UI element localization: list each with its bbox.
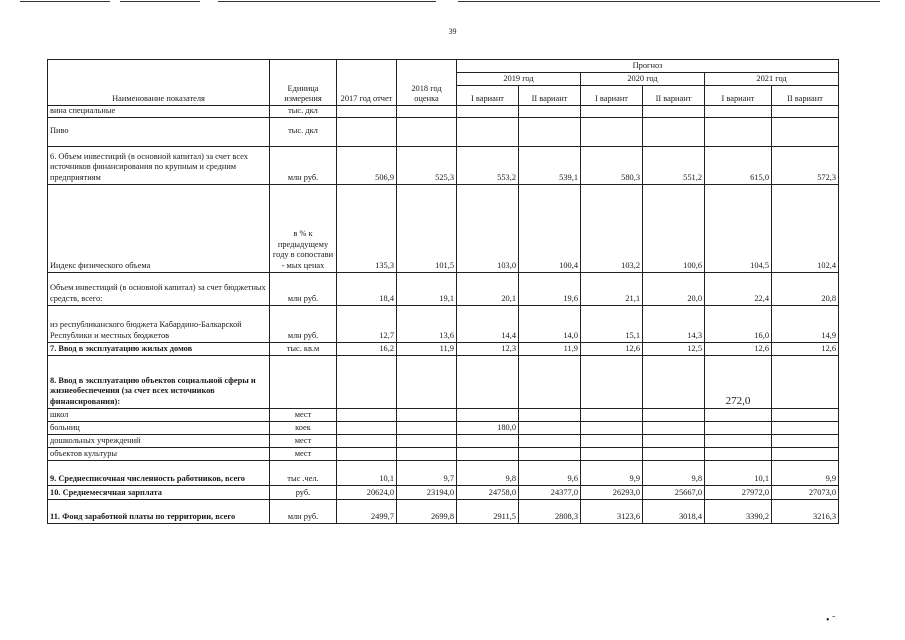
value-cell xyxy=(457,434,519,447)
value-cell: 180,0 xyxy=(457,421,519,434)
table-row xyxy=(48,146,839,184)
row-name: из республиканского бюджета Кабардино-Балкарской Республики и местных бюджетов xyxy=(48,305,270,342)
value-cell: 9,8 xyxy=(457,460,519,485)
value-cell: 12,5 xyxy=(643,342,705,355)
value-cell: 20,8 xyxy=(772,272,839,305)
value-cell: 3390,2 xyxy=(705,499,772,523)
value-cell xyxy=(581,408,643,421)
value-cell xyxy=(337,434,397,447)
row-name: 7. Ввод в эксплуатацию жилых домов xyxy=(48,342,270,355)
header-variant-2: II вариант xyxy=(772,86,839,106)
value-cell: 21,1 xyxy=(581,272,643,305)
value-cell xyxy=(705,434,772,447)
value-cell: 9,9 xyxy=(581,460,643,485)
value-cell xyxy=(772,117,839,146)
value-cell: 580,3 xyxy=(581,146,643,184)
corner-marks: • ˜ xyxy=(826,615,836,626)
value-cell xyxy=(457,355,519,408)
row-unit: тыс. дкл xyxy=(270,106,337,118)
value-cell: 103,2 xyxy=(581,184,643,272)
table-row xyxy=(48,272,839,305)
value-cell: 14,4 xyxy=(457,305,519,342)
value-cell xyxy=(519,408,581,421)
page-number: 39 xyxy=(448,27,457,36)
value-cell xyxy=(457,117,519,146)
row-name: 8. Ввод в эксплуатацию объектов социальной сферы и жизнеобеспечения (за счет всех источников финансирования): xyxy=(48,355,270,408)
row-name: объектов культуры xyxy=(48,447,270,460)
value-cell: 102,4 xyxy=(772,184,839,272)
row-unit: мест xyxy=(270,434,337,447)
row-name: Индекс физического объема xyxy=(48,184,270,272)
value-cell xyxy=(581,106,643,118)
value-cell: 12,7 xyxy=(337,305,397,342)
value-cell xyxy=(705,447,772,460)
value-cell: 10,1 xyxy=(705,460,772,485)
value-cell: 572,3 xyxy=(772,146,839,184)
row-unit: млн руб. xyxy=(270,146,337,184)
row-name: 6. Объем инвестиций (в основной капитал) за счет всех источников финансирования по крупным и средним предприятиям xyxy=(48,146,270,184)
row-unit: тыс .чел. xyxy=(270,460,337,485)
value-cell xyxy=(643,106,705,118)
value-cell xyxy=(581,447,643,460)
value-cell: 23194,0 xyxy=(397,485,457,499)
value-cell xyxy=(772,434,839,447)
value-cell: 272,0 xyxy=(705,355,772,408)
value-cell xyxy=(705,421,772,434)
row-name: 9. Среднесписочная численность работников, всего xyxy=(48,460,270,485)
value-cell xyxy=(581,117,643,146)
value-cell xyxy=(772,106,839,118)
value-cell: 9,9 xyxy=(772,460,839,485)
table-row xyxy=(48,408,839,421)
value-cell: 100,6 xyxy=(643,184,705,272)
value-cell: 10,1 xyxy=(337,460,397,485)
header-2017: 2017 год отчет xyxy=(337,60,397,106)
value-cell xyxy=(519,421,581,434)
value-cell: 24377,0 xyxy=(519,485,581,499)
value-cell xyxy=(772,355,839,408)
value-cell xyxy=(519,434,581,447)
value-cell: 525,3 xyxy=(397,146,457,184)
value-cell: 14,0 xyxy=(519,305,581,342)
value-cell: 100,4 xyxy=(519,184,581,272)
value-cell: 13,6 xyxy=(397,305,457,342)
value-cell: 104,5 xyxy=(705,184,772,272)
value-cell xyxy=(397,434,457,447)
row-unit: тыс. кв.м xyxy=(270,342,337,355)
value-cell xyxy=(337,421,397,434)
value-cell xyxy=(519,117,581,146)
header-2020: 2020 год xyxy=(581,73,705,86)
value-cell: 9,8 xyxy=(643,460,705,485)
row-unit: тыс. дкл xyxy=(270,117,337,146)
header-variant-1: I вариант xyxy=(457,86,519,106)
value-cell: 2911,5 xyxy=(457,499,519,523)
value-cell xyxy=(397,117,457,146)
value-cell xyxy=(772,408,839,421)
row-unit: млн руб. xyxy=(270,272,337,305)
value-cell xyxy=(457,447,519,460)
scan-edge-line xyxy=(120,1,200,2)
value-cell: 15,1 xyxy=(581,305,643,342)
value-cell: 3123,6 xyxy=(581,499,643,523)
value-cell xyxy=(397,106,457,118)
row-unit: руб. xyxy=(270,485,337,499)
value-cell: 9,7 xyxy=(397,460,457,485)
header-variant-1: I вариант xyxy=(705,86,772,106)
row-name: Пиво xyxy=(48,117,270,146)
value-cell xyxy=(337,447,397,460)
value-cell: 20,0 xyxy=(643,272,705,305)
value-cell xyxy=(643,447,705,460)
header-2018: 2018 год оценка xyxy=(397,60,457,106)
scan-edge-line xyxy=(20,1,110,2)
value-cell: 101,5 xyxy=(397,184,457,272)
table-row xyxy=(48,485,839,499)
table-row xyxy=(48,447,839,460)
table-row xyxy=(48,184,839,272)
value-cell: 3216,3 xyxy=(772,499,839,523)
value-cell: 506,9 xyxy=(337,146,397,184)
value-cell xyxy=(643,408,705,421)
table-row xyxy=(48,117,839,146)
value-cell: 20,1 xyxy=(457,272,519,305)
value-cell xyxy=(519,106,581,118)
value-cell: 18,4 xyxy=(337,272,397,305)
value-cell xyxy=(643,117,705,146)
value-cell: 12,6 xyxy=(581,342,643,355)
row-name: Объем инвестиций (в основной капитал) за счет бюджетных средств, всего: xyxy=(48,272,270,305)
table-row xyxy=(48,355,839,408)
value-cell: 12,3 xyxy=(457,342,519,355)
value-cell xyxy=(337,355,397,408)
row-name: вина специальные xyxy=(48,106,270,118)
value-cell xyxy=(643,434,705,447)
header-variant-2: II вариант xyxy=(519,86,581,106)
value-cell xyxy=(643,421,705,434)
value-cell xyxy=(705,117,772,146)
row-unit: коек xyxy=(270,421,337,434)
value-cell: 2808,3 xyxy=(519,499,581,523)
value-cell xyxy=(337,106,397,118)
value-cell: 12,6 xyxy=(705,342,772,355)
header-name: Наименование показателя xyxy=(48,60,270,106)
row-name: больниц xyxy=(48,421,270,434)
header-variant-1: I вариант xyxy=(581,86,643,106)
scan-edge-line xyxy=(458,1,880,2)
value-cell: 553,2 xyxy=(457,146,519,184)
table-row xyxy=(48,499,839,523)
value-cell xyxy=(705,408,772,421)
value-cell: 14,3 xyxy=(643,305,705,342)
value-cell: 20624,0 xyxy=(337,485,397,499)
value-cell xyxy=(337,408,397,421)
header-2019: 2019 год xyxy=(457,73,581,86)
table-row xyxy=(48,305,839,342)
value-cell: 22,4 xyxy=(705,272,772,305)
value-cell: 551,2 xyxy=(643,146,705,184)
value-cell: 19,1 xyxy=(397,272,457,305)
scan-edge-line xyxy=(218,1,436,2)
table-row xyxy=(48,434,839,447)
value-cell xyxy=(397,447,457,460)
value-cell: 615,0 xyxy=(705,146,772,184)
value-cell: 14,9 xyxy=(772,305,839,342)
value-cell: 26293,0 xyxy=(581,485,643,499)
value-cell: 11,9 xyxy=(397,342,457,355)
value-cell xyxy=(772,447,839,460)
table-row xyxy=(48,460,839,485)
value-cell xyxy=(337,117,397,146)
header-unit: Единица измерения xyxy=(270,60,337,106)
row-unit: мест xyxy=(270,408,337,421)
header-2021: 2021 год xyxy=(705,73,839,86)
table-row xyxy=(48,421,839,434)
table-row xyxy=(48,342,839,355)
value-cell: 24758,0 xyxy=(457,485,519,499)
row-unit: млн руб. xyxy=(270,499,337,523)
value-cell: 27073,0 xyxy=(772,485,839,499)
value-cell: 12,6 xyxy=(772,342,839,355)
value-cell: 2499,7 xyxy=(337,499,397,523)
row-unit xyxy=(270,355,337,408)
value-cell: 25667,0 xyxy=(643,485,705,499)
value-cell xyxy=(457,106,519,118)
row-unit: млн руб. xyxy=(270,305,337,342)
row-name: 11. Фонд заработной платы по территории, всего xyxy=(48,499,270,523)
value-cell: 16,2 xyxy=(337,342,397,355)
value-cell: 539,1 xyxy=(519,146,581,184)
value-cell xyxy=(643,355,705,408)
row-unit: в % к предыдущему году в сопостави - мых ценах xyxy=(270,184,337,272)
value-cell xyxy=(705,106,772,118)
value-cell xyxy=(581,434,643,447)
value-cell xyxy=(519,355,581,408)
header-variant-2: II вариант xyxy=(643,86,705,106)
value-cell xyxy=(397,355,457,408)
value-cell xyxy=(581,355,643,408)
value-cell: 11,9 xyxy=(519,342,581,355)
value-cell: 19,6 xyxy=(519,272,581,305)
value-cell xyxy=(397,421,457,434)
value-cell xyxy=(772,421,839,434)
row-name: школ xyxy=(48,408,270,421)
value-cell: 27972,0 xyxy=(705,485,772,499)
value-cell: 103,0 xyxy=(457,184,519,272)
value-cell: 16,0 xyxy=(705,305,772,342)
value-cell: 9,6 xyxy=(519,460,581,485)
value-cell xyxy=(397,408,457,421)
value-cell: 3018,4 xyxy=(643,499,705,523)
header-forecast: Прогноз xyxy=(457,60,839,73)
row-unit: мест xyxy=(270,447,337,460)
value-cell xyxy=(581,421,643,434)
table-row xyxy=(48,106,839,118)
forecast-table xyxy=(47,59,839,524)
value-cell xyxy=(457,408,519,421)
value-cell xyxy=(519,447,581,460)
value-cell: 135,3 xyxy=(337,184,397,272)
row-name: 10. Среднемесячная зарплата xyxy=(48,485,270,499)
row-name: дошкольных учреждений xyxy=(48,434,270,447)
value-cell: 2699,8 xyxy=(397,499,457,523)
